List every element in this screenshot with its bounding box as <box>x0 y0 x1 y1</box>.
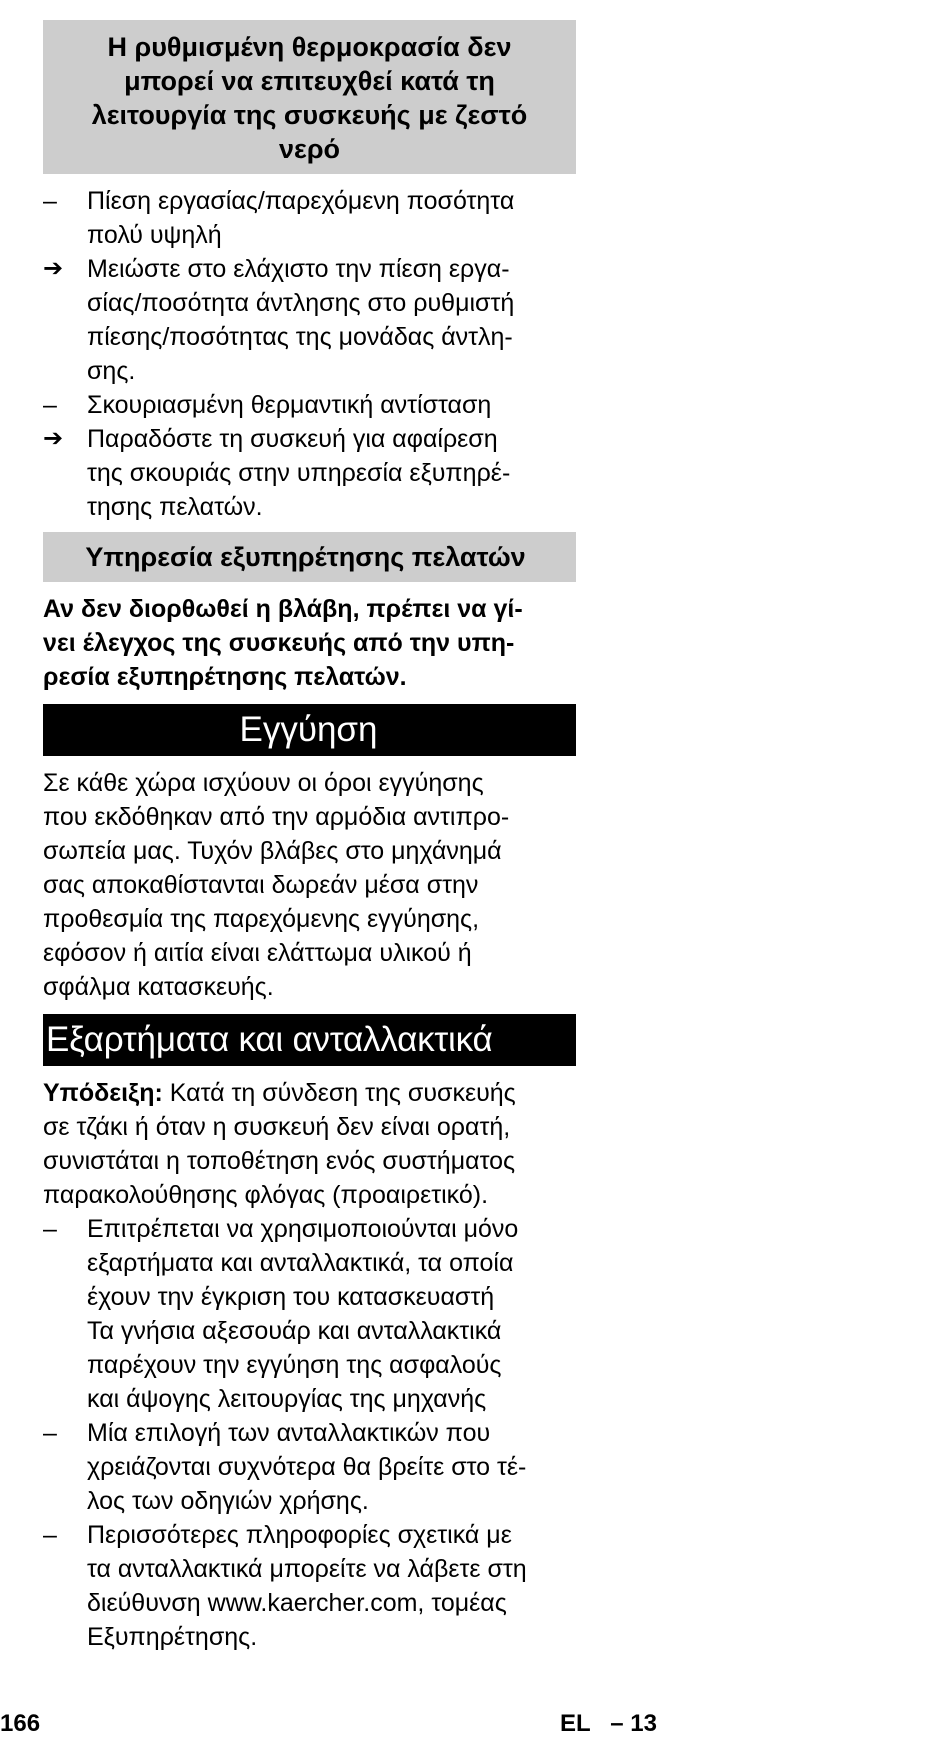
text-line: Πίεση εργασίας/παρεχόμενη ποσότητα <box>87 187 515 215</box>
note-label: Υπόδειξη: <box>43 1079 163 1107</box>
heading-line: νερό <box>278 134 341 164</box>
accessories-list <box>43 1212 576 1654</box>
text-line: Περισσότερες πληροφορίες σχετικά με <box>87 1521 512 1549</box>
text-line: προθεσμία της παρεχόμενης εγγύησης, <box>43 905 480 933</box>
text-line: της σκουριάς στην υπηρεσία εξυπηρέ- <box>87 459 511 487</box>
text-line: Σκουριασμένη θερμαντική αντίσταση <box>87 391 492 419</box>
text-line: σης. <box>87 357 136 385</box>
list-item <box>43 1416 576 1518</box>
text-line: εφόσον ή αιτία είναι ελάττωμα υλικού ή <box>43 939 472 967</box>
list-item-remedy <box>43 422 576 524</box>
section-heading-temperature <box>43 20 576 174</box>
heading-line: μπορεί να επιτευχθεί κατά τη <box>124 66 495 96</box>
dash-marker: – <box>43 1215 57 1243</box>
text-line: διεύθυνση www.kaercher.com, τομέας <box>87 1589 507 1617</box>
text-line: και άψογης λειτουργίας της μηχανής <box>87 1385 487 1413</box>
section-heading-customer-service: Υπηρεσία εξυπηρέτησης πελατών <box>43 532 576 582</box>
list-item <box>43 1518 576 1654</box>
text-line: Παραδόστε τη συσκευή για αφαίρεση <box>87 425 498 453</box>
text-line: λος των οδηγιών χρήσης. <box>87 1487 369 1515</box>
text-line: Σε κάθε χώρα ισχύουν οι όροι εγγύησης <box>43 769 484 797</box>
text-line: νει έλεγχος της συσκευής από την υπη- <box>43 629 515 657</box>
text-line: σε τζάκι ή όταν η συσκευή δεν είναι ορατή, <box>43 1113 511 1141</box>
text-line: σφάλμα κατασκευής. <box>43 973 274 1001</box>
arrow-icon: ➔ <box>43 255 64 282</box>
heading-line: Η ρυθμισμένη θερμοκρασία δεν <box>107 32 512 62</box>
section-heading-warranty: Εγγύηση <box>43 704 576 756</box>
accessories-note <box>43 1076 576 1212</box>
customer-service-text <box>43 592 576 694</box>
text-line: Τα γνήσια αξεσουάρ και ανταλλακτικά <box>87 1317 502 1345</box>
text-line: Αν δεν διορθωθεί η βλάβη, πρέπει να γί- <box>43 595 523 623</box>
text-line: Εξυπηρέτησης. <box>87 1623 258 1651</box>
text-line: Μία επιλογή των ανταλλακτικών που <box>87 1419 491 1447</box>
text-line: Μειώστε στο ελάχιστο την πίεση εργα- <box>87 255 510 283</box>
text-line: ρεσία εξυπηρέτησης πελατών. <box>43 663 407 691</box>
list-item <box>43 1212 576 1416</box>
arrow-icon: ➔ <box>43 425 64 452</box>
text-line: πολύ υψηλή <box>87 221 222 249</box>
list-item-remedy <box>43 252 576 388</box>
text-line: πίεσης/ποσότητας της μονάδας άντλη- <box>87 323 513 351</box>
text-line: που εκδόθηκαν από την αρμόδια αντιπρο- <box>43 803 510 831</box>
text-line: παρακολούθησης φλόγας (προαιρετικό). <box>43 1181 489 1209</box>
dash-marker: – <box>43 1419 57 1447</box>
text-line: τησης πελατών. <box>87 493 263 521</box>
text-line: Επιτρέπεται να χρησιμοποιούνται μόνο <box>87 1215 519 1243</box>
text-line: σίας/ποσότητα άντλησης στο ρυθμιστή <box>87 289 515 317</box>
heading-line: λειτουργία της συσκευής με ζεστό <box>91 100 528 130</box>
page-number: 166 <box>0 1710 41 1737</box>
dash-marker: – <box>43 187 57 215</box>
dash-marker: – <box>43 391 57 419</box>
text-line: παρέχουν την εγγύηση της ασφαλούς <box>87 1351 502 1379</box>
dash-marker: – <box>43 1521 57 1549</box>
page-column <box>43 20 576 1654</box>
warranty-text <box>43 766 576 1004</box>
text-line: εξαρτήματα και ανταλλακτικά, τα οποία <box>87 1249 514 1277</box>
page-reference: EL – 13 <box>560 1710 657 1737</box>
text-line: έχουν την έγκριση του κατασκευαστή <box>87 1283 495 1311</box>
text-line: τα ανταλλακτικά μπορείτε να λάβετε στη <box>87 1555 527 1583</box>
text-line: συνιστάται η τοποθέτηση ενός συστήματος <box>43 1147 516 1175</box>
text-line: σας αποκαθίστανται δωρεάν μέσα στην <box>43 871 479 899</box>
list-item-cause <box>43 184 576 252</box>
troubleshooting-list <box>43 184 576 524</box>
text-line: Κατά τη σύνδεση της συσκευής <box>162 1079 516 1107</box>
text-line: χρειάζονται συχνότερα θα βρείτε στο τέ- <box>87 1453 527 1481</box>
list-item-cause <box>43 388 576 422</box>
text-line: σωπεία μας. Τυχόν βλάβες στο μηχάνημά <box>43 837 502 865</box>
section-heading-accessories: Εξαρτήματα και ανταλλακτικά <box>43 1014 576 1066</box>
